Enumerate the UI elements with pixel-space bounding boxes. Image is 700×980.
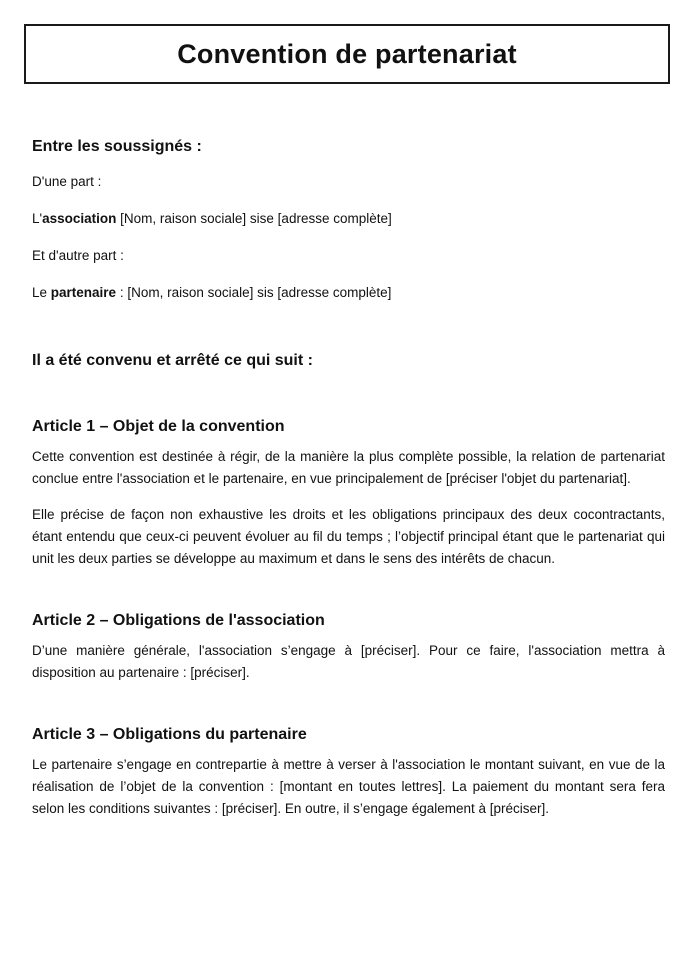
article-paragraph: D’une manière générale, l'association s’engage à [préciser]. Pour ce faire, l'association mettra à disposition au partenaire : [préciser]. xyxy=(32,643,665,680)
article-1 xyxy=(32,418,665,570)
article-title: Article 2 – Obligations de l'association xyxy=(32,612,325,629)
document-body xyxy=(32,138,665,820)
article-paragraph: Elle précise de façon non exhaustive les droits et les obligations principaux des deux cocontractants, étant entendu que ceux-ci peuvent évoluer au fil du temps ; l’objectif principal étant que le partenariat qui unit les deux parties se développe au maximum et dans le sens des intérêts de chacun. xyxy=(32,507,665,566)
article-2 xyxy=(32,612,665,684)
partner-label: partenaire xyxy=(50,285,117,300)
partner-line xyxy=(32,282,665,304)
article-title: Article 3 – Obligations du partenaire xyxy=(32,726,307,743)
association-line xyxy=(32,208,665,230)
parties-heading: Entre les soussignés : xyxy=(32,138,202,155)
agreement-heading: Il a été convenu et arrêté ce qui suit : xyxy=(32,352,313,369)
article-title: Article 1 – Objet de la convention xyxy=(32,418,285,435)
document-title: Convention de partenariat xyxy=(177,38,517,69)
second-party-label: Et d'autre part : xyxy=(32,248,124,263)
title-box xyxy=(24,24,670,84)
article-paragraph: Le partenaire s’engage en contrepartie à mettre à verser à l'association le montant suivant, en vue de la réalisation de l’objet de la convention : [montant en toutes lettres]. La paiement du montant sera fera selon les conditions suivantes : [préciser]. En outre, il s’engage également à [préciser]. xyxy=(32,757,665,816)
association-details: [Nom, raison sociale] sise [adresse complète] xyxy=(116,211,392,226)
first-party-label: D'une part : xyxy=(32,174,102,189)
partner-details: : [Nom, raison sociale] sis [adresse complète] xyxy=(116,285,392,300)
association-prefix: L' xyxy=(32,211,43,226)
association-label: association xyxy=(42,211,117,226)
article-3 xyxy=(32,726,665,820)
partner-prefix: Le xyxy=(32,285,51,300)
article-paragraph: Cette convention est destinée à régir, de la manière la plus complète possible, la relation de partenariat conclue entre l'association et le partenaire, en vue principalement de [préciser l'objet du partenariat]. xyxy=(32,449,665,486)
